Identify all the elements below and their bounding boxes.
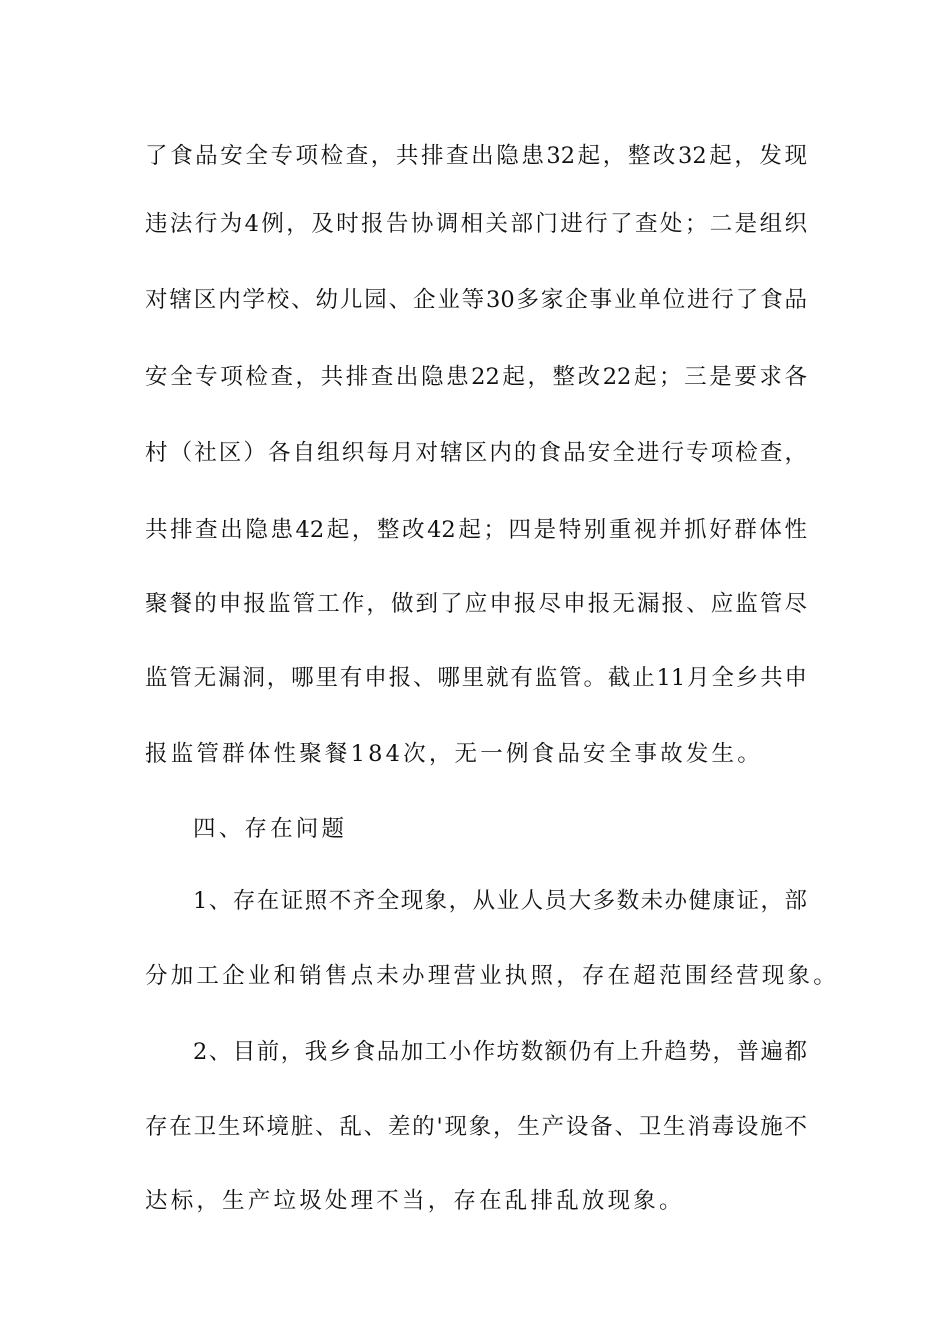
text-line: 报监管群体性聚餐184次，无一例食品安全事故发生。 xyxy=(145,741,763,767)
text-line: 了食品安全专项检查，共排查出隐患32起，整改32起，发现 xyxy=(145,143,807,169)
text-line: 达标，生产垃圾处理不当，存在乱排乱放现象。 xyxy=(145,1188,685,1214)
text-line: 监管无漏洞，哪里有申报、哪里就有监管。截止11月全乡共申 xyxy=(145,665,807,691)
text-line: 违法行为4例，及时报告协调相关部门进行了查处；二是组织 xyxy=(145,211,807,237)
section-heading: 四、存在问题 xyxy=(193,816,348,842)
text-line: 1、存在证照不齐全现象，从业人员大多数未办健康证，部 xyxy=(193,888,807,914)
text-line: 存在卫生环境脏、乱、差的'现象，生产设备、卫生消毒设施不 xyxy=(145,1114,807,1140)
text-line: 安全专项检查，共排查出隐患22起，整改22起；三是要求各 xyxy=(145,364,807,390)
text-line: 聚餐的申报监管工作，做到了应申报尽申报无漏报、应监管尽 xyxy=(145,591,807,617)
text-line: 分加工企业和销售点未办理营业执照，存在超范围经营现象。 xyxy=(145,963,839,989)
text-line: 共排查出隐患42起，整改42起；四是特别重视并抓好群体性 xyxy=(145,517,807,543)
text-line: 村（社区）各自组织每月对辖区内的食品安全进行专项检查， xyxy=(145,440,807,466)
text-line: 对辖区内学校、幼儿园、企业等30多家企事业单位进行了食品 xyxy=(145,287,807,313)
text-line: 2、目前，我乡食品加工小作坊数额仍有上升趋势，普遍都 xyxy=(193,1039,807,1065)
